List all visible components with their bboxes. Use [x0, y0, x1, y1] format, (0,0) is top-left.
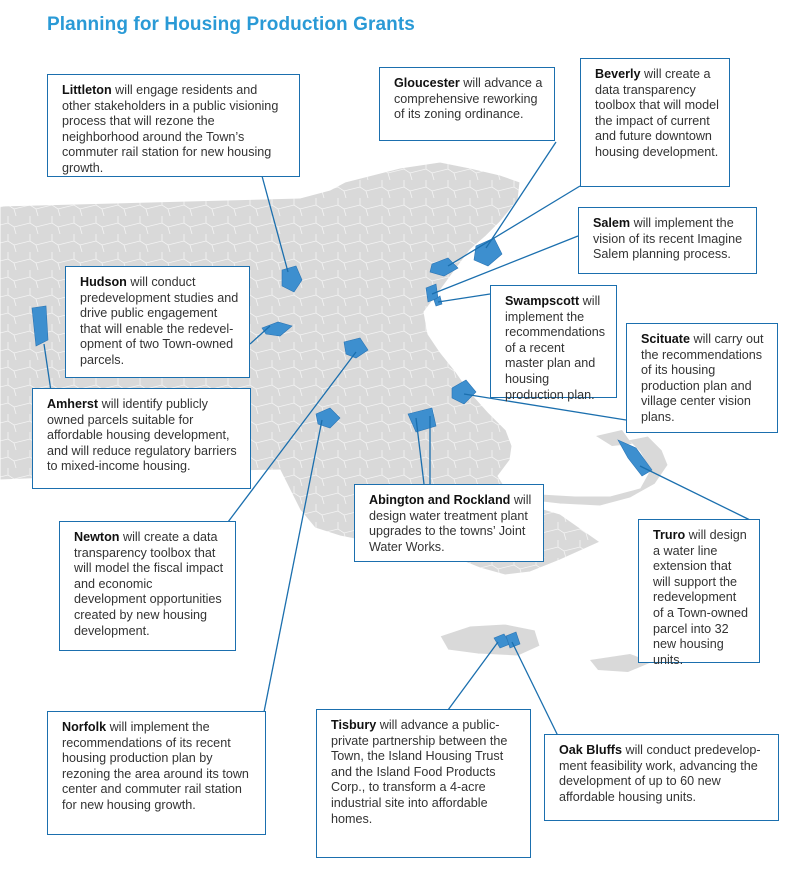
callout-newton-text: will create a data transparency toolbox that will model the fiscal impact and economic development opportunities created by new housing development. — [74, 530, 224, 638]
callout-newton — [59, 521, 236, 651]
callout-scituate-text: will carry out the recommendations of its housing production plan and village center vision plans. — [641, 332, 764, 424]
callout-oakbluffs — [544, 734, 779, 821]
callout-swampscott-text: will implement the recommendations of a recent master plan and housing production plan. — [505, 294, 606, 402]
callout-oakbluffs-name: Oak Bluffs — [559, 743, 622, 757]
callout-salem — [578, 207, 757, 274]
callout-tisbury — [316, 709, 531, 858]
callout-tisbury-text: will advance a public-private partnership between the Town, the Island Housing Trust and the Island Food Products Corp., to transform a 4-acre industrial site into affordable homes. — [331, 718, 508, 826]
callout-oakbluffs-text: will conduct predevelopment feasibility work, advancing the development of up to 60 new affordable housing units. — [559, 743, 761, 804]
callout-abington-name: Abington and Rockland — [369, 493, 511, 507]
callout-salem-text: will implement the vision of its recent Imagine Salem planning process. — [593, 216, 743, 262]
page-title: Planning for Housing Production Grants — [47, 14, 415, 35]
callout-swampscott-name: Swampscott — [505, 294, 580, 308]
callout-littleton-name: Littleton — [62, 83, 112, 97]
callout-beverly — [580, 58, 730, 187]
swampscott-leader — [438, 294, 490, 302]
callout-newton-name: Newton — [74, 530, 120, 544]
callout-amherst — [32, 388, 251, 489]
callout-abington — [354, 484, 544, 562]
callout-salem-name: Salem — [593, 216, 631, 230]
callout-hudson — [65, 266, 250, 378]
callout-hudson-name: Hudson — [80, 275, 127, 289]
callout-norfolk-name: Norfolk — [62, 720, 107, 734]
callout-scituate-name: Scituate — [641, 332, 690, 346]
callout-amherst-text: will identify publicly owned parcels suitable for affordable housing development, and will reduce regulatory barriers to mixed-income housing. — [47, 397, 237, 474]
callout-tisbury-name: Tisbury — [331, 718, 377, 732]
callout-amherst-name: Amherst — [47, 397, 99, 411]
callout-hudson-text: will conduct predevelopment studies and drive public engagement that will enable the redevelopment of two Town-owned parcels. — [80, 275, 239, 367]
callout-beverly-text: will create a data transparency toolbox that will model the impact of current and future downtown housing development. — [595, 67, 719, 159]
callout-gloucester-name: Gloucester — [394, 76, 460, 90]
callout-scituate — [626, 323, 778, 433]
truro-leader — [640, 466, 750, 520]
callout-norfolk — [47, 711, 266, 835]
callout-truro — [638, 519, 760, 667]
callout-norfolk-text: will implement the recommendations of its recent housing production plan by rezoning the area around its town center and commuter rail station for new housing growth. — [62, 720, 249, 812]
callout-swampscott — [490, 285, 617, 402]
marthas-vineyard-shape — [440, 624, 540, 656]
callout-gloucester-text: will advance a comprehensive reworking of its zoning ordinance. — [394, 76, 543, 122]
callout-littleton — [47, 74, 300, 177]
callout-truro-text: will design a water line extension that will support the redevelopment of a Town-owned parcel into 32 new housing units. — [653, 528, 748, 667]
callout-littleton-text: will engage residents and other stakeholders in a public visioning process that will rezone the neighborhood around the Town’s commuter rail station for new housing growth. — [62, 83, 279, 175]
callout-beverly-name: Beverly — [595, 67, 641, 81]
callout-abington-text: will design water treatment plant upgrades to the towns’ Joint Water Works. — [369, 493, 532, 554]
callout-truro-name: Truro — [653, 528, 686, 542]
callout-gloucester — [379, 67, 555, 141]
